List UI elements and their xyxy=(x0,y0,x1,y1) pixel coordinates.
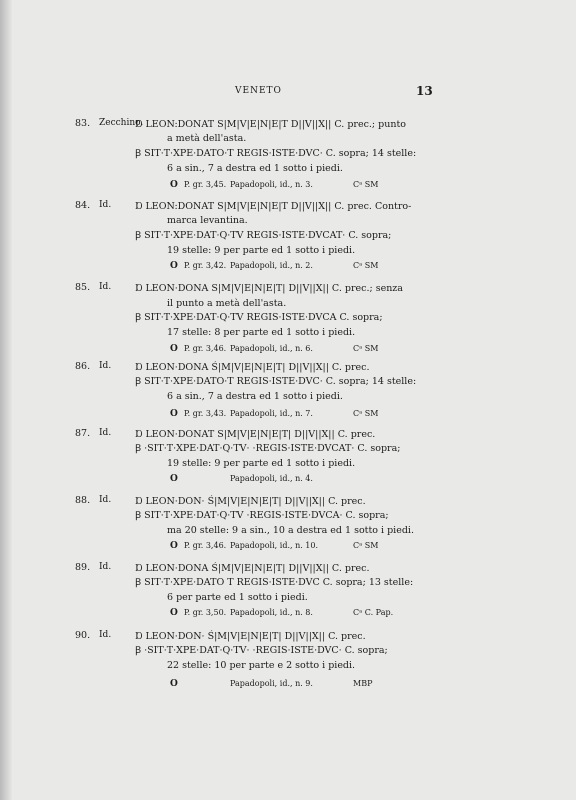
description-line: Ɒ LEON·DON· Ś|M|V|E|N|E|T| D||V||X|| C. prec. xyxy=(135,631,366,642)
metal-mark: O xyxy=(170,541,178,551)
description-line: Ɒ LEON:DONAT S|M|V|E|N|E|T D||V||X|| C. prec.; punto xyxy=(135,119,407,130)
source-citation: Papadopoli, id., n. 4. xyxy=(230,474,313,483)
description-line: 22 stelle: 10 per parte e 2 sotto i piedi. xyxy=(167,660,356,671)
source-citation: Papadopoli, id., n. 7. xyxy=(230,409,313,418)
running-title: VENETO xyxy=(235,86,282,96)
coin-type: Id. xyxy=(99,495,112,505)
reference-line xyxy=(170,473,313,485)
description-line: marca levantina. xyxy=(167,215,248,226)
entry-number: 83. xyxy=(75,118,91,129)
description-line: Ꞵ SIT·T·XPE·DATO·T REGIS·ISTE·DVC· C. sopra; 14 stelle: xyxy=(135,376,417,387)
reference-line xyxy=(170,179,379,191)
collection-owner: Cᵃ SM xyxy=(353,344,379,353)
description-line: Ɒ LEON·DONA Ś|M|V|E|N|E|T| D||V||X|| C. prec. xyxy=(135,563,370,574)
entry-number: 90. xyxy=(75,630,91,641)
description-line: Ɒ LEON·DON· Ś|M|V|E|N|E|T| D||V||X|| C. prec. xyxy=(135,496,366,507)
collection-owner: Cᵃ SM xyxy=(353,261,379,270)
page-number: 13 xyxy=(416,84,433,98)
reference-line xyxy=(170,540,379,552)
entry-number: 87. xyxy=(75,428,91,439)
coin-type: Id. xyxy=(99,361,112,371)
coin-type: Id. xyxy=(99,282,112,292)
entry-number: 86. xyxy=(75,361,91,372)
source-citation: Papadopoli, id., n. 10. xyxy=(230,541,319,550)
description-line: il punto a metà dell'asta. xyxy=(167,298,287,309)
description-line: Ꞵ SIT·T·XPE·DATO·T REGIS·ISTE·DVC· C. sopra; 14 stelle: xyxy=(135,148,417,159)
entry-number: 84. xyxy=(75,200,91,211)
description-line: 17 stelle: 8 per parte ed 1 sotto i piedi. xyxy=(167,327,356,338)
description-line: Ɒ LEON·DONAT S|M|V|E|N|E|T| D||V||X|| C. prec. xyxy=(135,429,376,440)
weight: P. gr. 3,43. xyxy=(183,409,227,418)
collection-owner: Cᵃ SM xyxy=(353,541,379,550)
metal-mark: O xyxy=(170,474,178,484)
metal-mark: O xyxy=(170,261,178,271)
metal-mark: O xyxy=(170,608,178,618)
source-citation: Papadopoli, id., n. 9. xyxy=(230,679,313,688)
description-line: Ꞵ ·SIT·T·XPE·DAT·Q·TV· ·REGIS·ISTE·DVCAT· C. sopra; xyxy=(135,443,401,454)
coin-type: Id. xyxy=(99,428,112,438)
reference-line xyxy=(170,678,373,690)
collection-owner: Cᵃ SM xyxy=(353,180,379,189)
description-line: 6 a sin., 7 a destra ed 1 sotto i piedi. xyxy=(167,163,343,174)
source-citation: Papadopoli, id., n. 6. xyxy=(230,344,313,353)
weight: P. gr. 3,46. xyxy=(183,344,227,353)
coin-type: Id. xyxy=(99,562,112,572)
collection-owner: MBP xyxy=(353,679,373,688)
description-line: 6 a sin., 7 a destra ed 1 sotto i piedi. xyxy=(167,391,343,402)
entry-number: 89. xyxy=(75,562,91,573)
metal-mark: O xyxy=(170,344,178,354)
description-line: 19 stelle: 9 per parte ed 1 sotto i piedi. xyxy=(167,458,356,469)
coin-type: Id. xyxy=(99,630,112,640)
description-line: Ɒ LEON:DONAT S|M|V|E|N|E|T D||V||X|| C. prec. Contro- xyxy=(135,201,412,212)
reference-line xyxy=(170,607,394,619)
description-line: Ꞵ SIT·T·XPE·DAT·Q·TV REGIS·ISTE·DVCA C. sopra; xyxy=(135,312,383,323)
weight: P. gr. 3,50. xyxy=(183,608,227,617)
description-line: a metà dell'asta. xyxy=(167,133,247,144)
description-line: ma 20 stelle: 9 a sin., 10 a destra ed 1 sotto i piedi. xyxy=(167,525,414,536)
source-citation: Papadopoli, id., n. 3. xyxy=(230,180,313,189)
weight: P. gr. 3,46. xyxy=(183,541,227,550)
metal-mark: O xyxy=(170,180,178,190)
description-line: 19 stelle: 9 per parte ed 1 sotto i piedi. xyxy=(167,245,356,256)
collection-owner: Cᵃ SM xyxy=(353,409,379,418)
metal-mark: O xyxy=(170,409,178,419)
source-citation: Papadopoli, id., n. 2. xyxy=(230,261,313,270)
reference-line xyxy=(170,408,379,420)
reference-line xyxy=(170,260,379,272)
coin-type: Id. xyxy=(99,200,112,210)
entry-number: 85. xyxy=(75,282,91,293)
description-line: Ꞵ SIT·T·XPE·DATO T REGIS·ISTE·DVC C. sopra; 13 stelle: xyxy=(135,577,414,588)
source-citation: Papadopoli, id., n. 8. xyxy=(230,608,313,617)
description-line: Ɒ LEON·DONA Ś|M|V|E|N|E|T| D||V||X|| C. prec. xyxy=(135,362,370,373)
description-line: Ꞵ SIT·T·XPE·DAT·Q·TV REGIS·ISTE·DVCAT· C. sopra; xyxy=(135,230,392,241)
weight: P. gr. 3,45. xyxy=(183,180,227,189)
coin-type: Zecchino. xyxy=(99,118,144,128)
entry-number: 88. xyxy=(75,495,91,506)
collection-owner: Cᵃ C. Pap. xyxy=(353,608,394,617)
description-line: 6 per parte ed 1 sotto i piedi. xyxy=(167,592,308,603)
description-line: Ꞵ ·SIT·T·XPE·DAT·Q·TV· ·REGIS·ISTE·DVC· C. sopra; xyxy=(135,645,388,656)
metal-mark: O xyxy=(170,679,178,689)
description-line: Ɒ LEON·DONA S|M|V|E|N|E|T| D||V||X|| C. prec.; senza xyxy=(135,283,403,294)
weight: P. gr. 3,42. xyxy=(183,261,227,270)
reference-line xyxy=(170,343,379,355)
description-line: Ꞵ SIT·T·XPE·DAT·Q·TV ·REGIS·ISTE·DVCA· C. sopra; xyxy=(135,510,389,521)
